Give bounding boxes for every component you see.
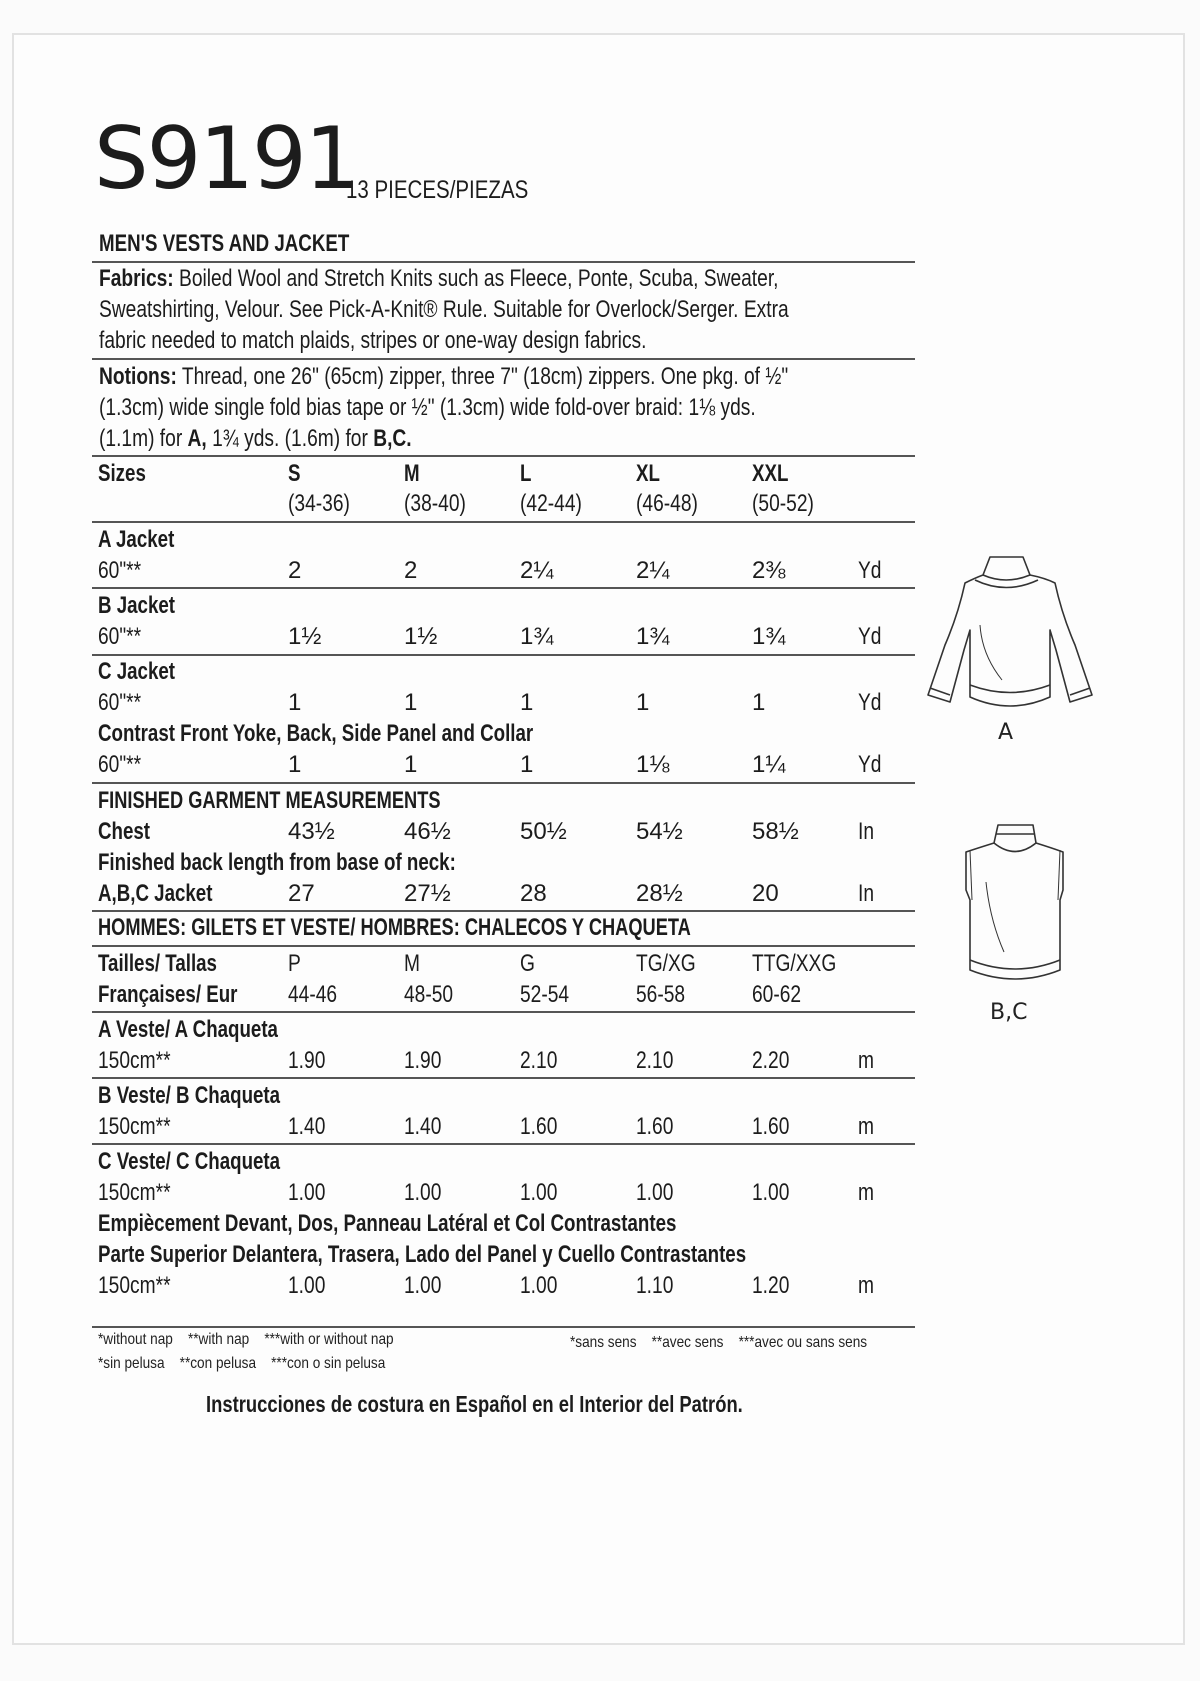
divider	[92, 1143, 915, 1145]
fabrics-paragraph: Fabrics: Boiled Wool and Stretch Knits such as Fleece, Ponte, Scuba, Sweater, Sweatshirting, Velour. See Pick-A-Knit® Rule. Suitable for Overlock/Serger. Extra fabric needed to match plaids, stripes or one-way design fabrics.	[99, 265, 789, 354]
pattern-title: MEN'S VESTS AND JACKET	[99, 230, 350, 257]
spanish-instructions-note: Instrucciones de costura en Español en el Interior del Patrón.	[206, 1391, 743, 1417]
notions-paragraph: Notions: Thread, one 26" (65cm) zipper, three 7" (18cm) zippers. One pkg. of ½" (1.3cm) wide single fold bias tape or ½" (1.3cm) wide fold-over braid: 1⅛ yds. (1.1m) for A, 1¾ yds. (1.6m) for B,C.	[99, 363, 789, 452]
pattern-number: S9191	[94, 109, 358, 209]
piece-count: 13 PIECES/PIEZAS	[346, 176, 529, 204]
divider	[92, 910, 915, 912]
divider	[92, 1326, 915, 1328]
divider	[92, 455, 915, 457]
divider	[92, 1011, 915, 1013]
fabrics-label: Fabrics:	[99, 265, 174, 292]
divider	[92, 521, 915, 523]
divider	[92, 945, 915, 947]
vest-sketch-icon	[960, 820, 1070, 985]
divider	[92, 654, 915, 656]
view-bc-label: B,C	[990, 1000, 1028, 1025]
divider	[92, 587, 915, 589]
jacket-sketch-icon	[920, 545, 1100, 715]
divider	[92, 1077, 915, 1079]
view-a-label: A	[998, 720, 1014, 745]
divider	[92, 782, 915, 784]
notions-label: Notions:	[99, 363, 177, 390]
divider	[92, 358, 915, 360]
intl-heading: HOMMES: GILETS ET VESTE/ HOMBRES: CHALECOS Y CHAQUETA	[98, 914, 691, 941]
